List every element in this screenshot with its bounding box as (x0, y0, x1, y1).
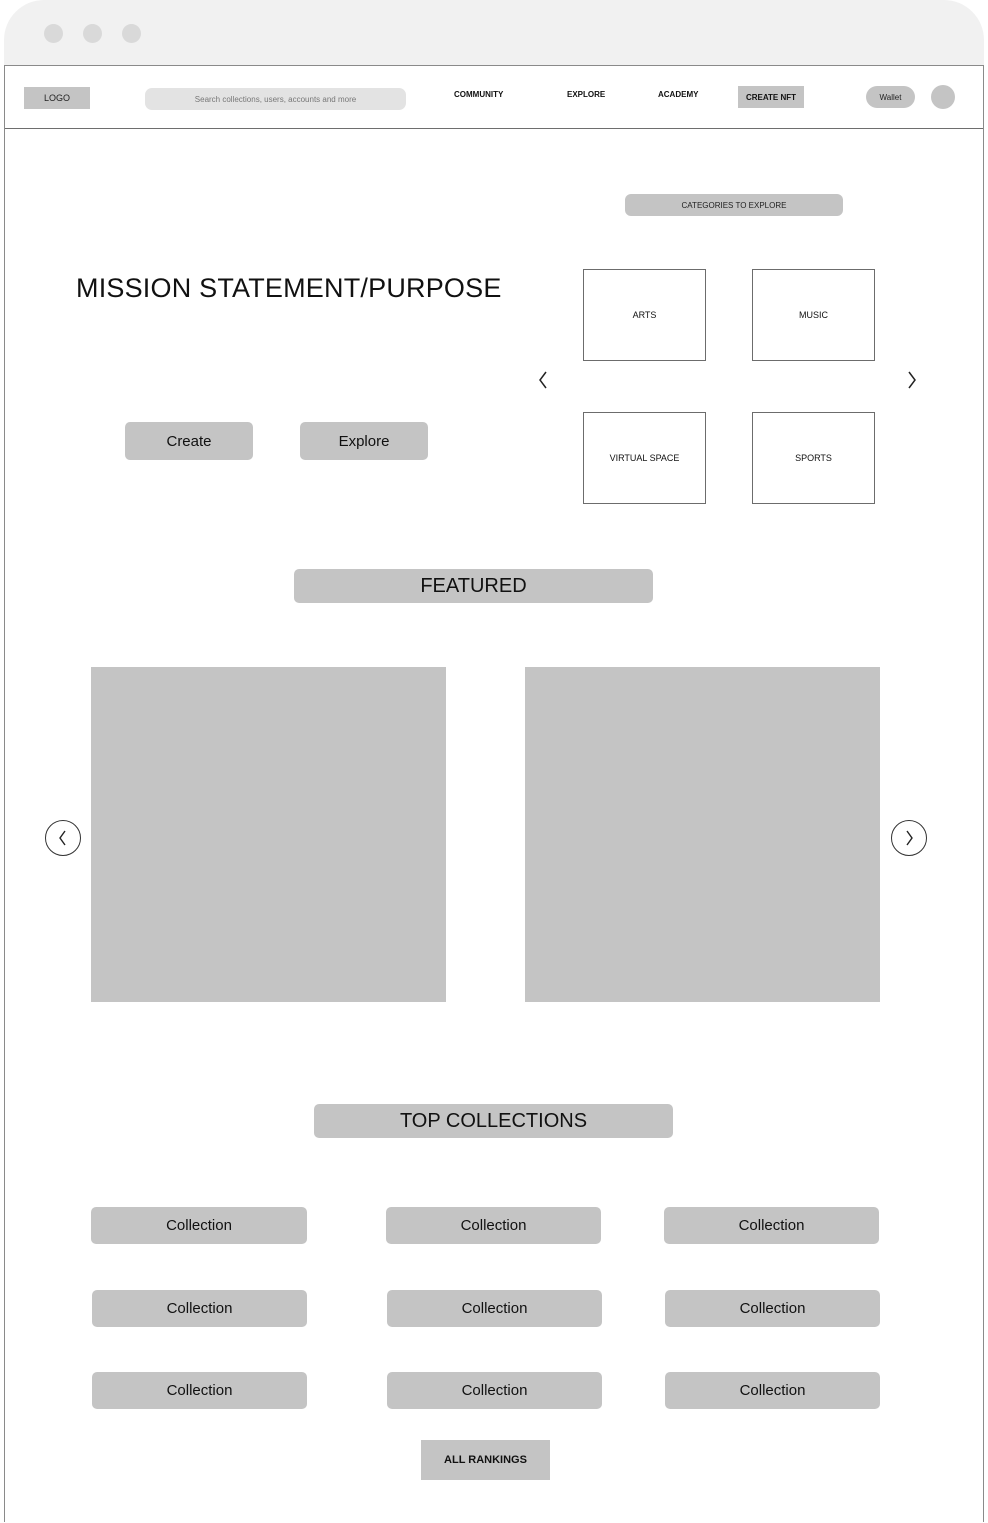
collection-card[interactable]: Collection (387, 1290, 602, 1327)
chevron-right-icon[interactable] (907, 371, 917, 389)
collection-card[interactable]: Collection (387, 1372, 602, 1409)
chevron-left-icon[interactable] (538, 371, 548, 389)
all-rankings-button[interactable]: ALL RANKINGS (421, 1440, 550, 1480)
collection-card[interactable]: Collection (92, 1290, 307, 1327)
featured-image-2[interactable] (525, 667, 880, 1002)
category-label: MUSIC (799, 310, 828, 320)
featured-prev-button[interactable] (45, 820, 81, 856)
top-collections-header: TOP COLLECTIONS (314, 1104, 673, 1138)
collection-card[interactable]: Collection (386, 1207, 601, 1244)
top-navbar (5, 66, 983, 129)
collection-card[interactable]: Collection (665, 1372, 880, 1409)
collection-card[interactable]: Collection (92, 1372, 307, 1409)
wallet-button[interactable]: Wallet (866, 86, 915, 108)
category-card-arts[interactable] (583, 269, 706, 361)
minimize-dot[interactable] (83, 24, 102, 43)
chevron-right-icon (904, 830, 914, 846)
close-dot[interactable] (44, 24, 63, 43)
avatar[interactable] (931, 85, 955, 109)
nav-academy[interactable]: ACADEMY (658, 90, 699, 99)
create-nft-button[interactable]: CREATE NFT (738, 86, 804, 108)
featured-next-button[interactable] (891, 820, 927, 856)
category-card-music[interactable] (752, 269, 875, 361)
category-card-sports[interactable] (752, 412, 875, 504)
logo[interactable]: LOGO (24, 87, 90, 109)
categories-header: CATEGORIES TO EXPLORE (625, 194, 843, 216)
featured-header: FEATURED (294, 569, 653, 603)
collection-card[interactable]: Collection (664, 1207, 879, 1244)
browser-window (4, 0, 984, 1523)
search-input[interactable]: Search collections, users, accounts and more (145, 88, 406, 110)
collection-card[interactable]: Collection (91, 1207, 307, 1244)
category-label: SPORTS (795, 453, 832, 463)
category-label: ARTS (632, 310, 657, 320)
create-button[interactable]: Create (125, 422, 253, 460)
nav-explore[interactable]: EXPLORE (567, 90, 606, 99)
category-label: VIRTUAL SPACE (609, 453, 680, 463)
maximize-dot[interactable] (122, 24, 141, 43)
explore-button[interactable]: Explore (300, 422, 428, 460)
page-viewport (4, 65, 984, 1522)
category-card-virtual-space[interactable] (583, 412, 706, 504)
nav-community[interactable]: COMMUNITY (454, 90, 504, 99)
title-bar (4, 0, 984, 66)
featured-image-1[interactable] (91, 667, 446, 1002)
mission-statement: MISSION STATEMENT/PURPOSE (76, 273, 502, 303)
collection-card[interactable]: Collection (665, 1290, 880, 1327)
chevron-left-icon (58, 830, 68, 846)
